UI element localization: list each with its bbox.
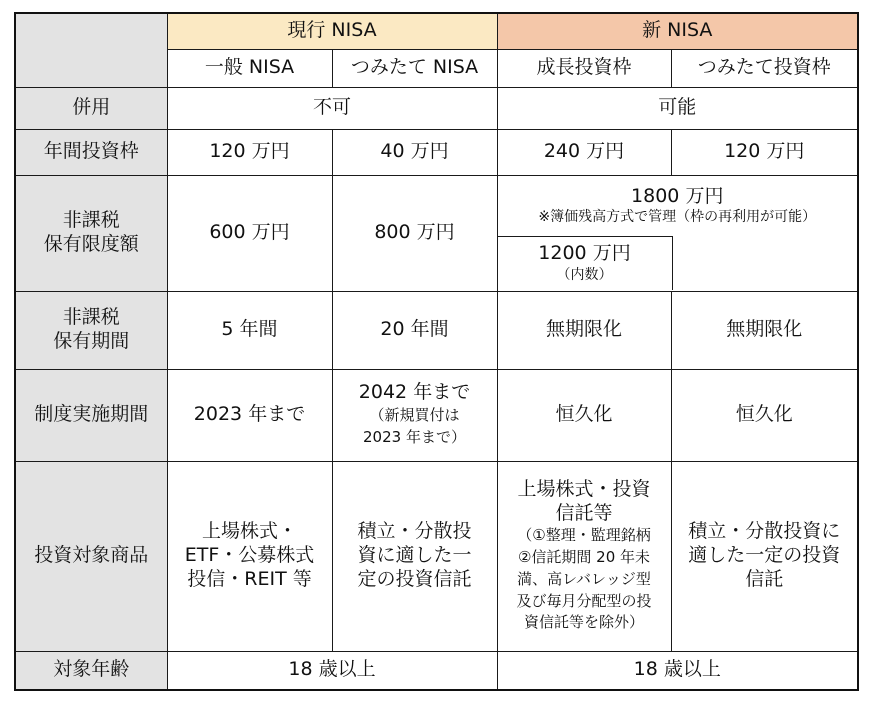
products-growth: [497, 461, 671, 651]
products-growth-line: 信託等: [555, 501, 613, 524]
products-tsumitate-new-line: 適した一定の投資: [688, 544, 841, 567]
header-tsumitate-quota: つみたて投資枠: [671, 49, 858, 87]
products-tsumitate-new: [671, 461, 858, 651]
holding-limit-ippan: 600 万円: [167, 175, 332, 291]
products-tsumitate: [332, 461, 497, 651]
nisa-comparison-table: [14, 12, 859, 691]
holding-period-label-2: 保有期間: [53, 330, 130, 352]
period-tsumitate-main: 2042 年まで: [358, 381, 471, 404]
annual-quota-tsumitate: 40 万円: [332, 129, 497, 175]
products-ippan-line: ETF・公募株式: [184, 544, 315, 567]
holding-period-tsumitate-new: 無期限化: [671, 291, 858, 369]
products-growth-note: 資信託等を除外）: [523, 613, 644, 632]
holding-limit-growth: 1200 万円: [538, 242, 631, 265]
period-tsumitate-note-1: （新規買付は: [369, 406, 460, 425]
row-label-heiyou: 併用: [15, 87, 167, 129]
age-new: 18 歳以上: [497, 651, 858, 690]
holding-limit-growth-note: （内数）: [556, 266, 613, 283]
period-tsumitate-note-2: 2023 年まで）: [363, 427, 466, 446]
products-tsumitate-new-line: 信託: [745, 567, 784, 590]
period-tsumitate-new: 恒久化: [671, 369, 858, 461]
header-new-nisa: 新 NISA: [497, 13, 858, 49]
products-tsumitate-line: 積立・分散投: [357, 520, 472, 543]
holding-period-ippan: 5 年間: [167, 291, 332, 369]
row-label-period: 制度実施期間: [15, 369, 167, 461]
heiyou-new: 可能: [497, 87, 858, 129]
annual-quota-growth: 240 万円: [497, 129, 671, 175]
products-ippan-line: 上場株式・: [201, 520, 297, 543]
holding-period-growth: 無期限化: [497, 291, 671, 369]
holding-limit-new-total: 1800 万円: [631, 184, 724, 207]
holding-limit-empty: [673, 236, 858, 290]
holding-limit-new: [497, 175, 858, 291]
products-ippan: [167, 461, 332, 651]
period-ippan: 2023 年まで: [167, 369, 332, 461]
holding-limit-growth-block: [498, 236, 673, 290]
products-tsumitate-line: 資に適した一: [357, 544, 472, 567]
holding-limit-tsumitate: 800 万円: [332, 175, 497, 291]
products-tsumitate-new-line: 積立・分散投資に: [688, 520, 841, 543]
row-label-products: 投資対象商品: [15, 461, 167, 651]
heiyou-current: 不可: [167, 87, 497, 129]
products-growth-note: 満、高レバレッジ型: [517, 569, 651, 588]
holding-limit-label-1: 非課税: [62, 209, 120, 232]
products-ippan-line: 投信・REIT 等: [187, 567, 312, 590]
header-tsumitate-nisa: つみたて NISA: [332, 49, 497, 87]
holding-limit-new-total-block: [498, 176, 858, 236]
row-label-age: 対象年齢: [15, 651, 167, 690]
annual-quota-ippan: 120 万円: [167, 129, 332, 175]
holding-limit-new-note: ※簿価残高方式で管理（枠の再利用が可能）: [538, 209, 817, 226]
header-growth-quota: 成長投資枠: [497, 49, 671, 87]
products-growth-note: 及び毎月分配型の投: [516, 591, 652, 610]
products-growth-note: （①整理・監理銘柄: [517, 526, 651, 545]
period-growth: 恒久化: [497, 369, 671, 461]
holding-period-label-1: 非課税: [62, 306, 120, 329]
row-label-holding-period: [15, 291, 167, 369]
row-label-annual-quota: 年間投資枠: [15, 129, 167, 175]
period-tsumitate: [332, 369, 497, 461]
holding-limit-split: [498, 236, 858, 290]
holding-limit-label-2: 保有限度額: [43, 233, 139, 255]
row-label-holding-limit: [15, 175, 167, 291]
products-growth-note: ②信託期間 20 年未: [517, 548, 651, 567]
header-ippan-nisa: 一般 NISA: [167, 49, 332, 87]
corner-cell: [15, 13, 167, 87]
age-current: 18 歳以上: [167, 651, 497, 690]
products-growth-line: 上場株式・投資: [517, 477, 651, 500]
header-current-nisa: 現行 NISA: [167, 13, 497, 49]
holding-period-tsumitate: 20 年間: [332, 291, 497, 369]
products-tsumitate-line: 定の投資信託: [357, 567, 472, 590]
annual-quota-tsumitate-new: 120 万円: [671, 129, 858, 175]
